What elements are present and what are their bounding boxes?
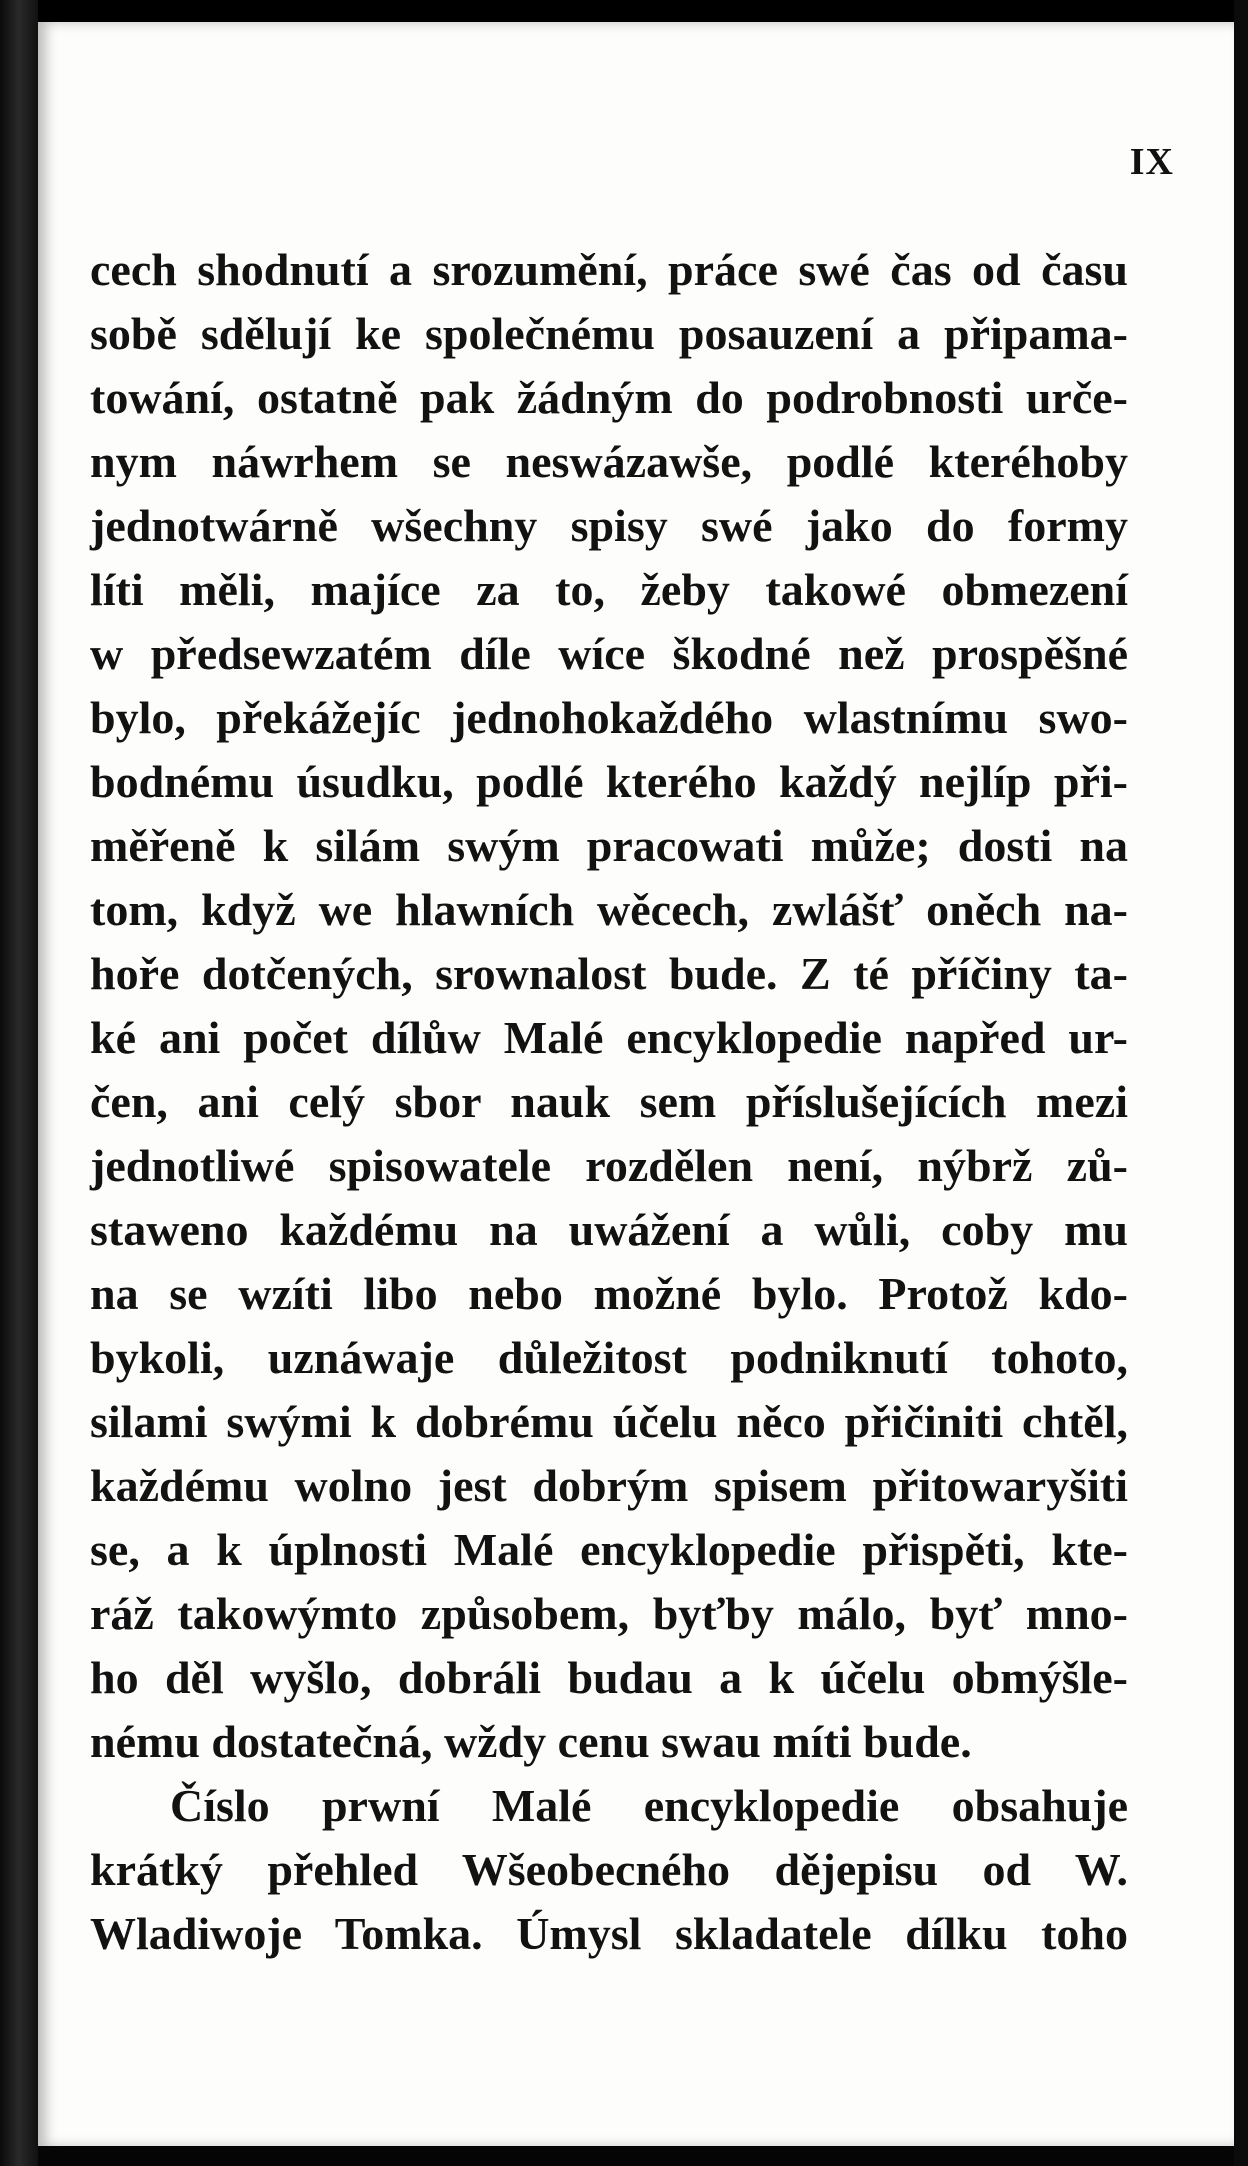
text-line: jednotwárně wšechny spisy swé jako do formy bbox=[90, 500, 1128, 551]
text-line: staweno každému na uwážení a wůli, coby mu bbox=[90, 1204, 1128, 1255]
text-line: krátký přehled Wšeobecného dějepisu od W. bbox=[90, 1844, 1128, 1895]
text-line: nému dostatečná, wždy cenu swau míti bude. bbox=[90, 1716, 972, 1767]
text-line: jednotliwé spisowatele rozdělen není, nýbrž zů- bbox=[90, 1140, 1128, 1191]
text-line: na se wzíti libo nebo možné bylo. Protož kdo- bbox=[90, 1268, 1128, 1319]
text-line: silami swými k dobrému účelu něco přičiniti chtěl, bbox=[90, 1396, 1128, 1447]
text-line: nym náwrhem se neswázawše, podlé kteréhoby bbox=[90, 436, 1128, 487]
text-line: každému wolno jest dobrým spisem přitowaryšiti bbox=[90, 1460, 1128, 1511]
text-line: bylo, překážejíc jednohokaždého wlastnímu swo- bbox=[90, 692, 1128, 743]
text-line: Číslo prwní Malé encyklopedie obsahuje bbox=[170, 1780, 1128, 1831]
text-line: sobě sdělují ke společnému posauzení a připama- bbox=[90, 308, 1128, 359]
text-line: bodnému úsudku, podlé kterého každý nejlíp při- bbox=[90, 756, 1128, 807]
book-binding-right bbox=[1234, 0, 1248, 2166]
text-line: ké ani počet dílůw Malé encyklopedie napřed ur- bbox=[90, 1012, 1128, 1063]
text-line: Wladiwoje Tomka. Úmysl skladatele dílku toho bbox=[90, 1908, 1128, 1959]
text-line: bykoli, uznáwaje důležitost podniknutí tohoto, bbox=[90, 1332, 1128, 1383]
text-line: tom, když we hlawních wěcech, zwlášť oněch na- bbox=[90, 884, 1128, 935]
text-line: se, a k úplnosti Malé encyklopedie přispěti, kte- bbox=[90, 1524, 1128, 1575]
text-line: měřeně k silám swým pracowati může; dosti na bbox=[90, 820, 1128, 871]
text-line: cech shodnutí a srozumění, práce swé čas od času bbox=[90, 244, 1128, 295]
text-line: hoře dotčených, srownalost bude. Z té příčiny ta- bbox=[90, 948, 1128, 999]
body-text bbox=[90, 238, 1128, 1966]
text-line: ráž takowýmto způsobem, byťby málo, byť mno- bbox=[90, 1588, 1128, 1639]
book-binding-left bbox=[0, 0, 38, 2166]
text-line: ho děl wyšlo, dobráli budau a k účelu obmýšle- bbox=[90, 1652, 1128, 1703]
text-line: towání, ostatně pak žádným do podrobnosti urče- bbox=[90, 372, 1128, 423]
book-page bbox=[38, 22, 1234, 2147]
text-line: líti měli, majíce za to, žeby takowé obmezení bbox=[90, 564, 1128, 615]
text-line: čen, ani celý sbor nauk sem příslušejících mezi bbox=[90, 1076, 1128, 1127]
page-bottom-edge bbox=[38, 2146, 1234, 2166]
page-number: IX bbox=[1129, 141, 1174, 183]
text-line: w předsewzatém díle wíce škodné než prospěšné bbox=[90, 628, 1128, 679]
